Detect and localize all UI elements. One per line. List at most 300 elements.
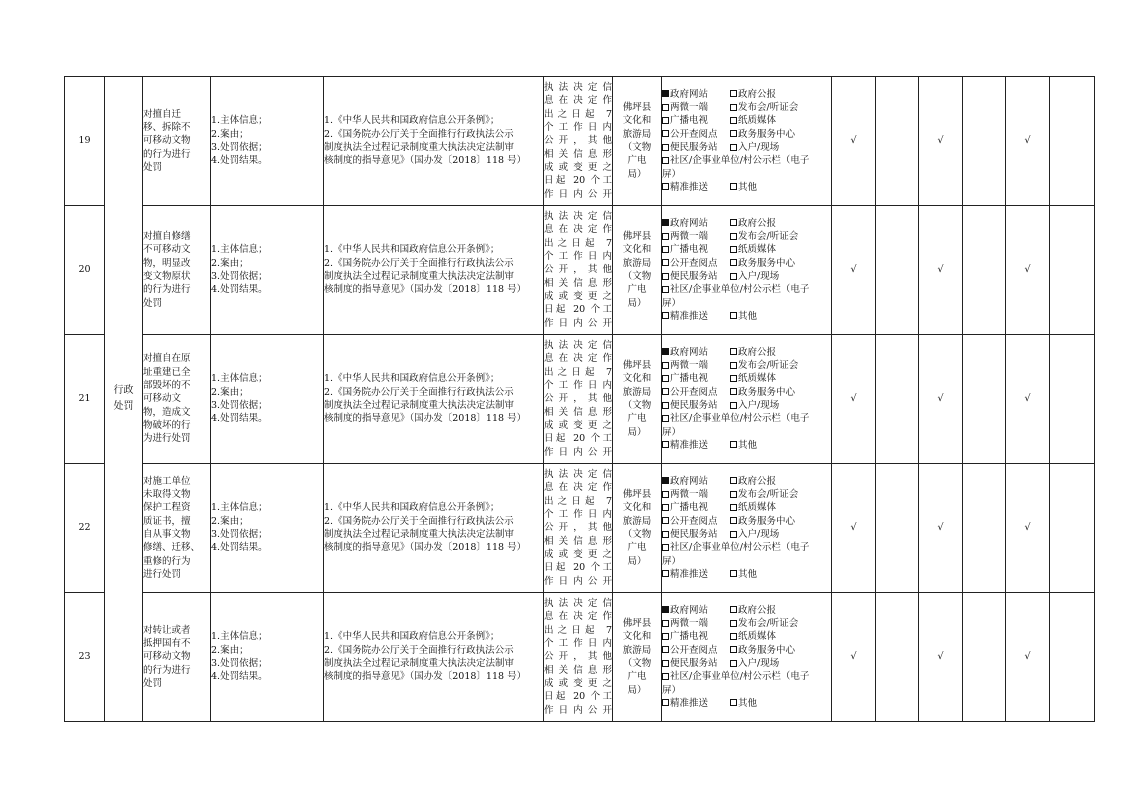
- subject-line: 广电: [627, 413, 647, 425]
- checkbox-icon[interactable]: [662, 233, 669, 240]
- channel-option[interactable]: [662, 88, 730, 101]
- channel-option[interactable]: [730, 243, 776, 256]
- matter-cell: [143, 77, 211, 206]
- channel-label: 精准推送: [670, 310, 709, 322]
- checkmark-cell: √: [832, 593, 876, 722]
- channel-option[interactable]: [662, 181, 730, 194]
- time-line: 公开，其他: [544, 522, 612, 534]
- checkbox-icon[interactable]: [730, 117, 737, 124]
- channel-option[interactable]: [662, 644, 730, 657]
- checkbox-icon[interactable]: [730, 362, 737, 369]
- time-line: 相关信息形: [544, 535, 612, 547]
- checkbox-icon[interactable]: [662, 491, 669, 498]
- checkbox-icon[interactable]: [662, 130, 669, 137]
- matter-line: 处罚: [143, 677, 163, 689]
- checkbox-icon[interactable]: [730, 144, 737, 151]
- checkbox-icon[interactable]: [662, 531, 669, 538]
- checkbox-icon[interactable]: [730, 660, 737, 667]
- channel-label: 发布会/听证会: [738, 231, 799, 243]
- channel-option[interactable]: [662, 128, 730, 141]
- content-line: 1.主体信息；: [211, 115, 268, 127]
- channel-label: 发布会/听证会: [738, 360, 799, 372]
- checked-box-icon[interactable]: [662, 90, 669, 97]
- checkbox-icon[interactable]: [662, 157, 669, 164]
- checkbox-icon[interactable]: [662, 388, 669, 395]
- channel-option[interactable]: [662, 386, 730, 399]
- channel-label: 精准推送: [670, 439, 709, 451]
- channel-option[interactable]: [730, 399, 779, 412]
- matter-line: 保护工程资: [143, 502, 191, 514]
- channel-option[interactable]: [662, 168, 681, 181]
- time-line: 成或变更之: [544, 419, 612, 431]
- channel-option[interactable]: [662, 541, 809, 554]
- basis-line: 核制度的指导意见》（国办发〔2018〕118 号）: [324, 413, 527, 425]
- subject-cell: [613, 77, 662, 206]
- channel-label: 公开查阅点: [670, 386, 718, 398]
- checked-box-icon[interactable]: [662, 477, 669, 484]
- time-line: 作日内公开: [544, 446, 612, 458]
- time-line: 公开，其他: [544, 135, 612, 147]
- channel-option[interactable]: [730, 310, 757, 323]
- checkbox-icon[interactable]: [730, 491, 737, 498]
- channel-option[interactable]: [730, 386, 795, 399]
- basis-cell: [324, 464, 544, 593]
- matter-line: 对擅自迁: [143, 108, 182, 120]
- channel-line: [662, 359, 831, 372]
- checkbox-icon[interactable]: [730, 259, 737, 266]
- channel-option[interactable]: [730, 372, 776, 385]
- channel-label: 便民服务站: [670, 271, 718, 282]
- time-line: 作日内公开: [544, 188, 612, 200]
- matter-line: 自从事文物: [143, 529, 191, 540]
- channel-option[interactable]: [662, 243, 730, 256]
- checked-box-icon[interactable]: [662, 348, 669, 355]
- checkbox-icon[interactable]: [730, 90, 737, 97]
- checkbox-icon[interactable]: [662, 620, 669, 627]
- channel-option[interactable]: [662, 488, 730, 501]
- channel-line: [662, 555, 831, 568]
- checkbox-icon[interactable]: [662, 699, 669, 706]
- channel-label: 社区/企事业单位/村公示栏（电子: [670, 413, 810, 425]
- checkmark-cell: √: [919, 206, 963, 335]
- basis-line: 2.《国务院办公厅关于全面推行行政执法公示: [324, 128, 514, 140]
- subject-line: 旅游局: [622, 386, 652, 398]
- checkbox-icon[interactable]: [730, 233, 737, 240]
- channel-option[interactable]: [730, 217, 776, 230]
- channel-option[interactable]: [662, 141, 730, 154]
- channel-line: [662, 426, 831, 439]
- channel-label: 政务服务中心: [738, 515, 796, 527]
- checkbox-icon[interactable]: [730, 375, 737, 382]
- subject-line: （文物: [622, 400, 652, 411]
- basis-line: 制度执法全过程记录制度重大执法决定法制审: [324, 658, 515, 669]
- matter-line: 物，明显改: [143, 257, 191, 269]
- subject-cell: [613, 335, 662, 464]
- channel-label: 便民服务站: [670, 400, 718, 411]
- subject-line: 广电: [627, 671, 647, 683]
- subject-line: 佛坪县: [622, 102, 652, 114]
- matter-line: 对转让或者: [143, 624, 191, 636]
- channel-line: [662, 346, 831, 359]
- checkbox-icon[interactable]: [662, 144, 669, 151]
- channel-option[interactable]: [730, 359, 798, 372]
- checkmark-cell: √: [1006, 206, 1050, 335]
- channel-option[interactable]: [662, 568, 730, 581]
- channel-label: 发布会/听证会: [738, 489, 799, 501]
- channel-option[interactable]: [662, 555, 681, 568]
- channel-option[interactable]: [662, 475, 730, 488]
- channel-option[interactable]: [730, 617, 798, 630]
- channel-option[interactable]: [730, 568, 757, 581]
- channel-label: 纸质媒体: [738, 244, 777, 256]
- basis-line: 2.《国务院办公厅关于全面推行行政执法公示: [324, 644, 514, 656]
- matter-cell: [143, 335, 211, 464]
- checkbox-icon[interactable]: [730, 388, 737, 395]
- checked-box-icon[interactable]: [662, 219, 669, 226]
- content-cell: [211, 335, 324, 464]
- channel-label: 广播电视: [670, 502, 709, 514]
- channel-option[interactable]: [730, 114, 776, 127]
- channel-option[interactable]: [662, 515, 730, 528]
- matter-line: 处罚: [143, 161, 163, 173]
- empty-cell: [963, 464, 1006, 593]
- channel-option[interactable]: [662, 684, 681, 697]
- row-number: 21: [65, 335, 105, 464]
- channel-line: [662, 488, 831, 501]
- channel-option[interactable]: [730, 630, 776, 643]
- content-line: 1.主体信息；: [211, 373, 268, 385]
- checkbox-icon[interactable]: [662, 246, 669, 253]
- channel-option[interactable]: [662, 657, 730, 670]
- empty-cell: [963, 206, 1006, 335]
- checkbox-icon[interactable]: [662, 273, 669, 280]
- checkbox-icon[interactable]: [662, 104, 669, 111]
- checkbox-icon[interactable]: [730, 348, 737, 355]
- checkbox-icon[interactable]: [730, 620, 737, 627]
- time-line: 执法决定信: [544, 469, 612, 481]
- subject-line: 局）: [627, 426, 647, 438]
- channel-line: [662, 630, 831, 643]
- checkmark-cell: √: [832, 464, 876, 593]
- empty-cell: [1050, 593, 1095, 722]
- checkbox-icon[interactable]: [662, 117, 669, 124]
- matter-line: 址重建已全: [143, 366, 191, 378]
- content-line: 3.处罚依据；: [211, 529, 268, 540]
- channel-line: [662, 475, 831, 488]
- channel-option[interactable]: [730, 230, 798, 243]
- channel-line: [662, 501, 831, 514]
- channel-line: [662, 657, 831, 670]
- channel-option[interactable]: [662, 283, 809, 296]
- channel-option[interactable]: [730, 88, 776, 101]
- channel-option[interactable]: [662, 617, 730, 630]
- checkbox-icon[interactable]: [662, 517, 669, 524]
- checkmark-cell: √: [832, 77, 876, 206]
- content-line: 2.案由；: [211, 515, 249, 527]
- checkbox-icon[interactable]: [730, 104, 737, 111]
- channel-option[interactable]: [662, 154, 809, 167]
- empty-cell: [876, 206, 919, 335]
- checkbox-icon[interactable]: [662, 544, 669, 551]
- channel-option[interactable]: [662, 114, 730, 127]
- channel-option[interactable]: [662, 257, 730, 270]
- checkbox-icon[interactable]: [730, 531, 737, 538]
- channel-option[interactable]: [730, 181, 757, 194]
- channel-label: 便民服务站: [670, 142, 718, 153]
- basis-cell: [324, 593, 544, 722]
- content-line: 3.处罚依据；: [211, 271, 268, 282]
- channel-option[interactable]: [730, 475, 776, 488]
- channel-option[interactable]: [662, 270, 730, 283]
- channel-option[interactable]: [662, 426, 681, 439]
- checkbox-icon[interactable]: [662, 286, 669, 293]
- time-line: 出之日起 7: [544, 495, 612, 507]
- basis-cell: [324, 335, 544, 464]
- checkbox-icon[interactable]: [662, 415, 669, 422]
- time-line: 执法决定信: [544, 340, 612, 352]
- channel-option[interactable]: [662, 217, 730, 230]
- channel-label: 两微一端: [670, 102, 709, 114]
- channel-option[interactable]: [662, 310, 730, 323]
- channel-option[interactable]: [730, 528, 779, 541]
- time-line: 个工作日内: [544, 638, 612, 650]
- channel-label: 纸质媒体: [738, 373, 777, 385]
- checkbox-icon[interactable]: [662, 312, 669, 319]
- checkbox-icon[interactable]: [730, 504, 737, 511]
- checkbox-icon[interactable]: [662, 570, 669, 577]
- subject-line: 佛坪县: [622, 489, 652, 501]
- checkmark-cell: √: [919, 335, 963, 464]
- channel-option[interactable]: [662, 230, 730, 243]
- checked-box-icon[interactable]: [662, 606, 669, 613]
- time-line: 出之日起 7: [544, 366, 612, 378]
- checkbox-icon[interactable]: [730, 402, 737, 409]
- time-line: 执法决定信: [544, 598, 612, 610]
- checkmark-cell: √: [1006, 77, 1050, 206]
- content-cell: [211, 593, 324, 722]
- channel-option[interactable]: [662, 439, 730, 452]
- checkbox-icon[interactable]: [730, 273, 737, 280]
- category-label: 行政 处罚: [113, 385, 134, 412]
- basis-line: 1.《中华人民共和国政府信息公开条例》；: [324, 244, 500, 256]
- checkbox-icon[interactable]: [730, 570, 737, 577]
- channel-label: 政府网站: [670, 604, 709, 616]
- matter-line: 移、拆除不: [143, 122, 191, 134]
- checkbox-icon[interactable]: [730, 646, 737, 653]
- subject-line: 旅游局: [622, 128, 652, 140]
- channel-option[interactable]: [730, 604, 776, 617]
- channel-line: [662, 297, 831, 310]
- checkmark-cell: √: [1006, 335, 1050, 464]
- matter-cell: [143, 206, 211, 335]
- subject-cell: [613, 593, 662, 722]
- subject-line: 广电: [627, 284, 647, 296]
- checkbox-icon[interactable]: [662, 646, 669, 653]
- channel-label: 屏）: [662, 684, 682, 696]
- empty-cell: [963, 335, 1006, 464]
- channel-option[interactable]: [662, 501, 730, 514]
- channel-option[interactable]: [662, 297, 681, 310]
- channel-label: 其他: [738, 568, 758, 580]
- channel-option[interactable]: [730, 128, 795, 141]
- basis-line: 核制度的指导意见》（国办发〔2018〕118 号）: [324, 155, 527, 167]
- matter-line: 部毁坏的不: [143, 380, 191, 392]
- checkbox-icon[interactable]: [730, 219, 737, 226]
- channel-label: 广播电视: [670, 115, 709, 127]
- channel-label: 两微一端: [670, 231, 709, 243]
- time-line: 日起 20 个工: [544, 433, 612, 445]
- channel-line: [662, 217, 831, 230]
- time-line: 日起 20 个工: [544, 304, 612, 316]
- matter-cell: [143, 464, 211, 593]
- channel-option[interactable]: [662, 630, 730, 643]
- time-line: 个工作日内: [544, 251, 612, 263]
- checkbox-icon[interactable]: [662, 633, 669, 640]
- channel-line: [662, 568, 831, 581]
- channel-option[interactable]: [662, 399, 730, 412]
- empty-cell: [876, 335, 919, 464]
- channel-option[interactable]: [730, 697, 757, 710]
- checkbox-icon[interactable]: [730, 183, 737, 190]
- channel-label: 社区/企事业单位/村公示栏（电子: [670, 671, 810, 683]
- checkbox-icon[interactable]: [730, 633, 737, 640]
- channel-option[interactable]: [730, 644, 795, 657]
- matter-line: 对擅自在原: [143, 353, 191, 365]
- subject-line: （文物: [622, 142, 652, 153]
- checkbox-icon[interactable]: [730, 606, 737, 613]
- channel-label: 广播电视: [670, 373, 709, 385]
- empty-cell: [876, 464, 919, 593]
- checkbox-icon[interactable]: [662, 660, 669, 667]
- channel-label: 公开查阅点: [670, 515, 718, 527]
- content-cell: [211, 206, 324, 335]
- channel-label: 入户/现场: [738, 142, 780, 153]
- subject-line: 广电: [627, 542, 647, 554]
- channel-option[interactable]: [730, 501, 776, 514]
- row-number: 19: [65, 77, 105, 206]
- channel-option[interactable]: [662, 412, 809, 425]
- channel-option[interactable]: [730, 101, 798, 114]
- channel-option[interactable]: [730, 439, 757, 452]
- checkbox-icon[interactable]: [662, 402, 669, 409]
- channel-line: [662, 181, 831, 194]
- channel-option[interactable]: [730, 657, 779, 670]
- checkbox-icon[interactable]: [662, 259, 669, 266]
- subject-line: 文化和: [622, 373, 652, 385]
- channel-option[interactable]: [730, 257, 795, 270]
- matter-line: 对擅自修缮: [143, 231, 191, 243]
- channel-label: 政务服务中心: [738, 257, 796, 269]
- table-row: [65, 593, 1095, 722]
- matter-line: 的行为进行: [143, 664, 191, 676]
- matter-line: 未取得文物: [143, 489, 191, 501]
- time-line: 个工作日内: [544, 380, 612, 392]
- checkbox-icon[interactable]: [730, 312, 737, 319]
- channel-line: [662, 243, 831, 256]
- channel-line: [662, 670, 831, 683]
- checkbox-icon[interactable]: [730, 441, 737, 448]
- basis-line: 2.《国务院办公厅关于全面推行行政执法公示: [324, 257, 514, 269]
- checkbox-icon[interactable]: [730, 477, 737, 484]
- checkbox-icon[interactable]: [730, 130, 737, 137]
- channel-option[interactable]: [662, 528, 730, 541]
- channel-option[interactable]: [662, 604, 730, 617]
- time-line: 出之日起 7: [544, 237, 612, 249]
- time-line: 息在决定作: [544, 95, 612, 107]
- basis-line: 1.《中华人民共和国政府信息公开条例》；: [324, 502, 500, 514]
- checkmark-cell: √: [919, 464, 963, 593]
- channels-cell: [662, 593, 832, 722]
- channel-line: [662, 412, 831, 425]
- channel-label: 公开查阅点: [670, 257, 718, 269]
- subject-line: 佛坪县: [622, 360, 652, 372]
- channel-line: [662, 541, 831, 554]
- matter-line: 物，造成文: [143, 406, 191, 418]
- checkmark-cell: √: [832, 335, 876, 464]
- time-line: 相关信息形: [544, 148, 612, 160]
- channel-option[interactable]: [662, 372, 730, 385]
- content-line: 4.处罚结果。: [211, 155, 268, 167]
- checkbox-icon[interactable]: [662, 362, 669, 369]
- time-line: 息在决定作: [544, 353, 612, 365]
- channel-option[interactable]: [662, 697, 730, 710]
- channel-option[interactable]: [662, 346, 730, 359]
- checkbox-icon[interactable]: [662, 504, 669, 511]
- channel-line: [662, 386, 831, 399]
- channel-option[interactable]: [730, 515, 795, 528]
- channel-option[interactable]: [662, 670, 809, 683]
- basis-line: 制度执法全过程记录制度重大执法决定法制审: [324, 400, 515, 411]
- time-line: 个工作日内: [544, 122, 612, 134]
- channel-line: [662, 644, 831, 657]
- channel-option[interactable]: [662, 359, 730, 372]
- content-cell: [211, 464, 324, 593]
- content-line: 2.案由；: [211, 128, 249, 140]
- channel-label: 广播电视: [670, 244, 709, 256]
- time-line: 执法决定信: [544, 82, 612, 94]
- time-line: 息在决定作: [544, 611, 612, 623]
- matter-line: 不可移动文: [143, 244, 191, 256]
- basis-cell: [324, 206, 544, 335]
- subject-line: 文化和: [622, 244, 652, 256]
- checkbox-icon[interactable]: [662, 375, 669, 382]
- checkbox-icon[interactable]: [662, 673, 669, 680]
- channel-label: 公开查阅点: [670, 644, 718, 656]
- checkbox-icon[interactable]: [730, 517, 737, 524]
- subject-line: 文化和: [622, 502, 652, 514]
- time-line: 作日内公开: [544, 575, 612, 587]
- basis-line: 制度执法全过程记录制度重大执法决定法制审: [324, 271, 515, 282]
- channel-label: 便民服务站: [670, 529, 718, 540]
- checkbox-icon[interactable]: [662, 183, 669, 190]
- channel-line: [662, 528, 831, 541]
- checkbox-icon[interactable]: [662, 441, 669, 448]
- channel-line: [662, 515, 831, 528]
- channels-cell: [662, 77, 832, 206]
- channel-option[interactable]: [730, 270, 779, 283]
- checkmark-cell: √: [832, 206, 876, 335]
- basis-line: 核制度的指导意见》（国办发〔2018〕118 号）: [324, 284, 527, 296]
- channel-option[interactable]: [730, 346, 776, 359]
- checkbox-icon[interactable]: [730, 699, 737, 706]
- matter-line: 抵押国有不: [143, 638, 191, 650]
- channel-option[interactable]: [662, 101, 730, 114]
- empty-cell: [1050, 77, 1095, 206]
- channel-option[interactable]: [730, 141, 779, 154]
- channel-label: 政府公报: [738, 217, 777, 229]
- channel-option[interactable]: [730, 488, 798, 501]
- checkbox-icon[interactable]: [730, 246, 737, 253]
